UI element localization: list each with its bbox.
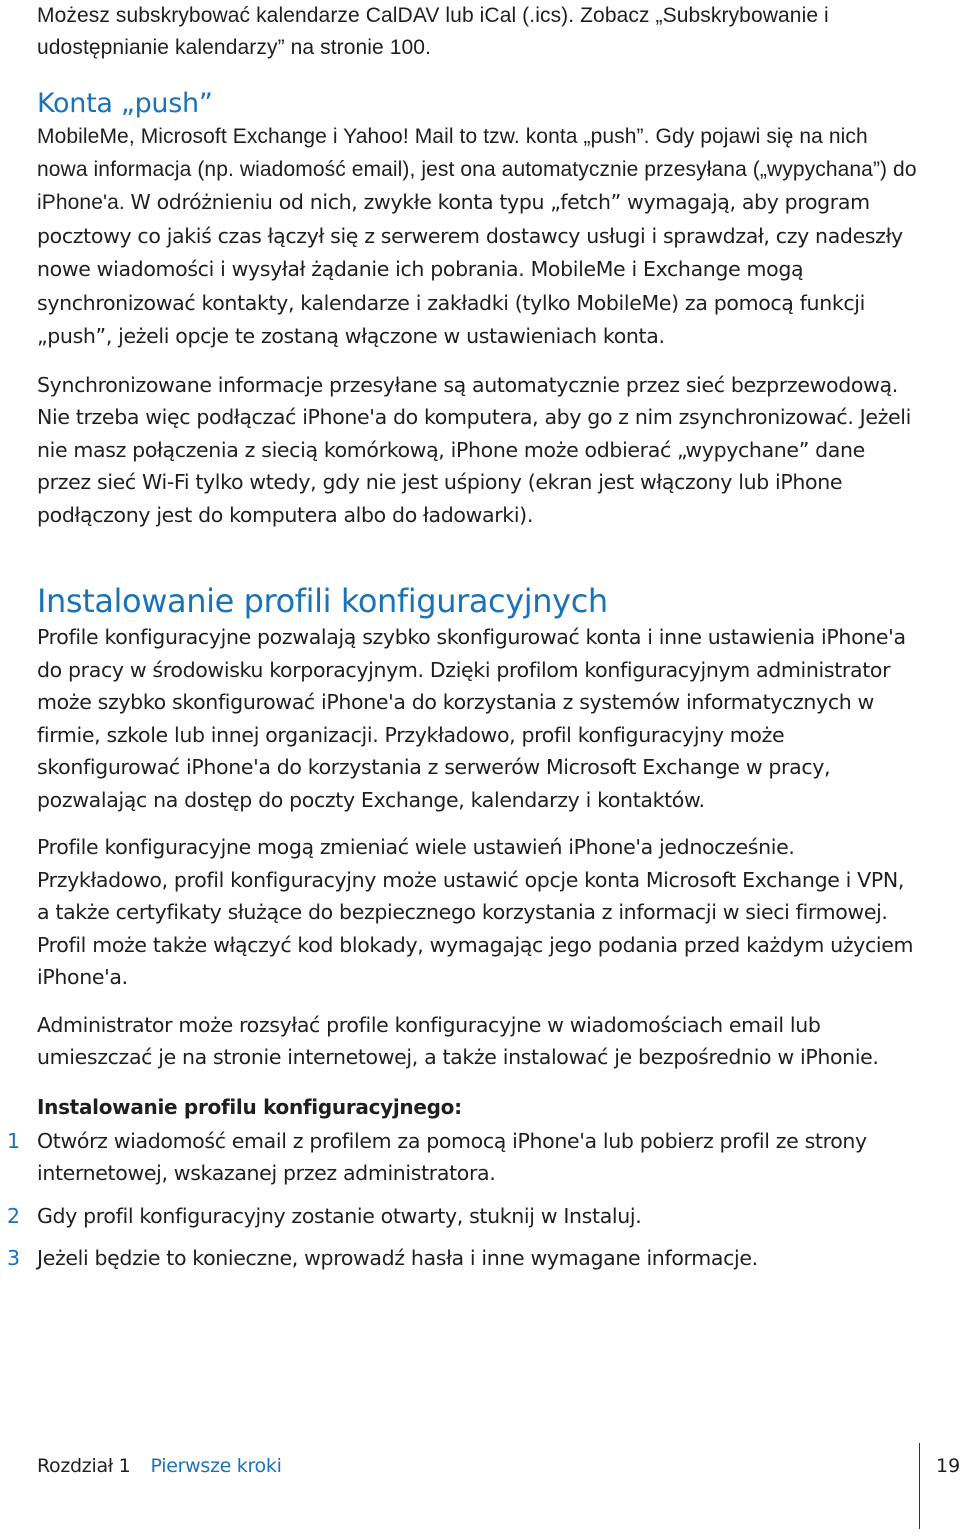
profiles-paragraph-2: Profile konfiguracyjne mogą zmieniać wiele ustawień iPhone'a jednocześnie. Przykładowo, profil konfiguracyjny może ustawić opcje konta Microsoft Exchange i VPN, a także certyfikaty służące do bezpiecznego korzystania z informacji w sieci firmowej. Profil może także włączyć kod blokady, wymagając jego podania przed każdym użyciem iPhone'a. — [37, 835, 914, 989]
footer-chapter: Rozdział 1 — [37, 1455, 131, 1477]
intro-paragraph: Możesz subskrybować kalendarze CalDAV lub iCal (.ics). Zobacz „Subskrybowanie i udostępnianie kalendarzy” na stronie 100. — [37, 4, 829, 59]
step-text: Otwórz wiadomość email z profilem za pomocą iPhone'a lub pobierz profil ze strony internetowej, wskazanej przez administratora. — [37, 1128, 867, 1185]
step-item — [7, 1200, 917, 1233]
page-footer — [37, 1453, 960, 1479]
footer-divider — [919, 1443, 920, 1529]
sync-paragraph: Synchronizowane informacje przesyłane są automatycznie przez sieć bezprzewodową. Nie trzeba więc podłączać iPhone'a do komputera, aby go z nim zsynchronizować. Jeżeli nie masz połączenia z siecią komórkową, iPhone może odbierać „wypychane” dane przez sieć Wi-Fi tylko wtedy, gdy nie jest uśpiony (ekran jest włączony lub iPhone podłączony jest do komputera albo do ładowarki). — [37, 372, 911, 527]
steps-list — [7, 1125, 917, 1275]
step-text: Jeżeli będzie to konieczne, wprowadź hasła i inne wymagane informacje. — [37, 1246, 758, 1270]
step-number: 1 — [7, 1128, 20, 1153]
step-item — [7, 1125, 917, 1190]
page-content — [7, 0, 917, 1275]
step-text: Gdy profil konfiguracyjny zostanie otwarty, stuknij w Instaluj. — [37, 1203, 642, 1228]
profiles-paragraph-3: Administrator może rozsyłać profile konfiguracyjne w wiadomościach email lub umieszczać je na stronie internetowej, a także instalować je bezpośrednio w iPhonie. — [37, 1012, 879, 1069]
step-item — [7, 1242, 917, 1275]
profiles-paragraph-1: Profile konfiguracyjne pozwalają szybko skonfigurować konta i inne ustawienia iPhone'a do pracy w środowisku korporacyjnym. Dzięki profilom konfiguracyjnym administrator może szybko skonfigurować iPhone'a do korzystania z systemów informatycznych w firmie, szkole lub innej organizacji. Przykładowo, profil konfiguracyjny może skonfigurować iPhone'a do korzystania z serwerów Microsoft Exchange w pracy, pozwalając na dostęp do poczty Exchange, kalendarzy i kontaktów. — [37, 625, 906, 812]
section-title: Instalowanie profili konfiguracyjnych — [37, 582, 608, 620]
push-accounts-heading: Konta „push” — [37, 88, 213, 119]
procedure-title: Instalowanie profilu konfiguracyjnego: — [37, 1094, 462, 1119]
push-lead-text: MobileMe, Microsoft Exchange i Yahoo! Mail to tzw. konta „push”. Gdy pojawi się na nich nowa informacja (np. wiadomość email), jest ona automatycznie przesyłana („wypychana”) do iPhone'a. — [37, 125, 917, 214]
footer-chapter-title[interactable]: Pierwsze kroki — [150, 1455, 282, 1477]
page-number: 19 — [936, 1455, 960, 1477]
step-number: 2 — [7, 1203, 20, 1228]
push-rest-text: W odróżnieniu od nich, zwykłe konta typu „fetch” wymagają, aby program pocztowy co jakiś czas łączył się z serwerem dostawcy usługi i sprawdzał, czy nadeszły nowe wiadomości i wysyłał żądanie ich pobrania. MobileMe i Exchange mogą synchronizować kontakty, kalendarze i zakładki (tylko MobileMe) za pomocą funkcji „push”, jeżeli opcje te zostaną włączone w ustawieniach konta. — [37, 190, 903, 348]
step-number: 3 — [7, 1246, 20, 1270]
push-paragraph — [37, 121, 917, 354]
